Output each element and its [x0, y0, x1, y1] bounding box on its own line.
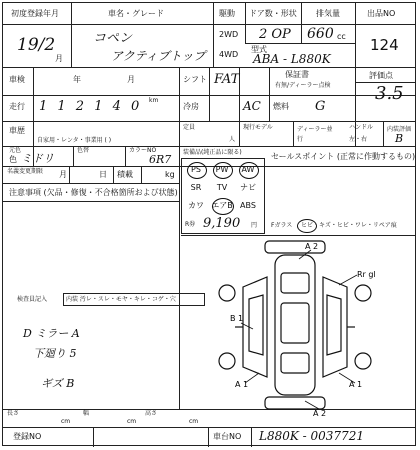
shaken-year: 年: [73, 75, 81, 84]
cm-unit: cm: [61, 418, 71, 425]
aircon-label: 冷房: [183, 102, 199, 111]
car-name: コペン: [93, 31, 133, 46]
interior-label: 内装評価: [387, 126, 412, 133]
equipment-pw: PW: [215, 165, 229, 174]
fglass-options: ヒビ・キズ・ヒビ・ワレ・リペア痕: [301, 222, 397, 229]
kg-unit: kg: [165, 170, 175, 179]
color-no-label: カラーNO: [129, 147, 157, 154]
fuel-label: 燃料: [273, 102, 289, 111]
vin-value: L880K - 0037721: [259, 429, 364, 443]
handle-options: 左・右: [349, 136, 368, 143]
first-reg-value: 19/2: [17, 35, 56, 55]
recycle-label: R券: [185, 221, 196, 228]
inspector-label: 検査員記入: [17, 296, 48, 303]
aircon-value: AC: [243, 99, 261, 113]
model-code-value: ABA - L880K: [253, 52, 331, 66]
reg-no-label: 登録NO: [13, 432, 42, 441]
load-label: 積載: [117, 170, 133, 179]
first-reg-label: 初度登録年月: [11, 9, 59, 18]
damage-mark: A 2: [313, 409, 327, 418]
history-options: 自家用・レンタ・事業用 ( ): [37, 137, 112, 144]
lot-label: 出品NO: [367, 9, 396, 18]
equipment-leather: カワ: [188, 201, 204, 210]
drive-label: 駆動: [219, 9, 235, 18]
rule: [355, 3, 356, 67]
rule: [245, 43, 355, 44]
rule: [3, 146, 415, 147]
circle-mark: [297, 219, 317, 233]
damage-mark: A 2: [305, 242, 319, 251]
rule: [355, 67, 356, 147]
rule: [251, 427, 252, 447]
doors-value: 2 OP: [259, 27, 291, 42]
equipment-ps: PS: [191, 165, 201, 174]
fglass-label: Fガラス: [271, 222, 293, 229]
inspector-note: D ミラー A: [23, 327, 80, 340]
circle-mark: [213, 162, 233, 179]
rule: [213, 3, 214, 67]
cm-unit: cm: [127, 418, 137, 425]
dealer-label: ディーラー並行: [297, 126, 333, 143]
color-label: 色: [9, 155, 17, 164]
inspector-note: 下廻り 5: [33, 347, 77, 360]
grade: アクティブトップ: [111, 49, 206, 63]
length-label: 長さ: [7, 410, 20, 417]
rule: [293, 121, 294, 146]
rule: [3, 201, 179, 202]
rule: [3, 183, 179, 184]
inspector-note: ギズ B: [41, 377, 75, 390]
rule: [181, 235, 415, 236]
color-value: ミドリ: [21, 152, 54, 165]
circle-mark: [187, 162, 207, 179]
damage-mark: Rr gl: [357, 270, 376, 279]
auction-sheet: [2, 2, 416, 446]
rule: [208, 427, 209, 447]
rule: [113, 166, 114, 183]
history-label: 車歴: [9, 126, 25, 135]
rule: [3, 24, 415, 25]
warranty-sub: 有無/ディーラー点検: [275, 82, 331, 89]
displacement-label: 排気量: [316, 9, 340, 18]
name-change-month: 月: [59, 170, 67, 179]
circle-mark: [239, 162, 259, 179]
rule: [71, 3, 72, 67]
shaken-label: 車検: [9, 75, 25, 84]
rule: [69, 166, 70, 183]
equipment-navi: ナビ: [240, 183, 256, 192]
damage-mark: B 1: [230, 314, 244, 323]
recycle-value: 9,190: [203, 216, 241, 231]
fuel-value: G: [315, 99, 326, 114]
shift-label: シフト: [183, 75, 207, 84]
rule: [245, 3, 246, 43]
interior-value: B: [395, 132, 404, 145]
current-model-label: 現行モデル: [243, 124, 273, 131]
car-damage-diagram: [183, 237, 413, 417]
orig-color-label: 元色: [9, 147, 22, 154]
km-unit: km: [149, 97, 159, 104]
rule: [179, 67, 180, 409]
doors-label: ドア数・形状: [249, 9, 297, 18]
drive-4wd: 4WD: [219, 50, 239, 59]
height-label: 高さ: [145, 410, 158, 417]
mileage-value: 1 1 2 1 4 0: [39, 99, 143, 114]
equipment-sr: SR: [190, 183, 202, 192]
drive-2wd: 2WD: [219, 30, 239, 39]
warranty-label: 保証書: [285, 70, 309, 79]
equipment-airbag: エアB: [211, 201, 233, 210]
lot-value: 124: [370, 36, 399, 54]
interior-options: 内装 汚レ・スレ・モヤ・キレ・コゲ・穴: [66, 296, 176, 303]
mileage-label: 走行: [9, 102, 25, 111]
vin-label: 車台NO: [213, 432, 242, 441]
model-code-label: 型式: [251, 45, 267, 54]
sales-point-label: セールスポイント (正常に作動するもの): [271, 152, 416, 161]
score-value: 3.5: [375, 83, 404, 104]
equipment-aw: AW: [241, 165, 255, 174]
yen-unit: 円: [251, 222, 258, 229]
name-change-day: 日: [99, 170, 107, 179]
rule: [209, 67, 210, 121]
rule: [269, 67, 270, 121]
width-label: 幅: [83, 410, 90, 417]
rule: [239, 121, 240, 146]
handle-label: ハンドル: [349, 124, 374, 131]
score-label: 評価点: [369, 71, 393, 80]
rule: [3, 427, 415, 428]
shift-value: FAT: [214, 72, 240, 87]
equipment-tv: TV: [216, 183, 228, 192]
name-change-label: 名義変更期限: [7, 168, 44, 175]
cc-unit: cc: [337, 32, 346, 41]
rule: [73, 146, 74, 166]
rule: [125, 146, 126, 166]
capacity-label: 定員: [183, 124, 196, 131]
damage-mark: A 1: [349, 380, 363, 389]
color-no-value: 6R7: [149, 153, 172, 166]
month-mark: 月: [55, 54, 63, 63]
rule: [141, 166, 142, 183]
shaken-month: 月: [127, 75, 135, 84]
equipment-abs: ABS: [240, 201, 256, 210]
circle-mark: [212, 198, 234, 215]
equipment-label: 装備品(純正品に限る): [183, 149, 242, 156]
rule: [3, 121, 415, 122]
cm-unit: cm: [189, 418, 199, 425]
rule: [301, 3, 302, 43]
model-grade-label: 車名・グレード: [108, 9, 164, 18]
rule: [383, 121, 384, 146]
rule: [93, 427, 94, 447]
damage-mark: A 1: [235, 380, 249, 389]
color-change-label: 色替: [77, 147, 90, 154]
displacement-value: 660: [307, 26, 334, 42]
capacity-unit: 人: [229, 136, 236, 143]
notice-label: 注意事項 (欠品・修復・不合格箇所および状態): [9, 188, 178, 197]
